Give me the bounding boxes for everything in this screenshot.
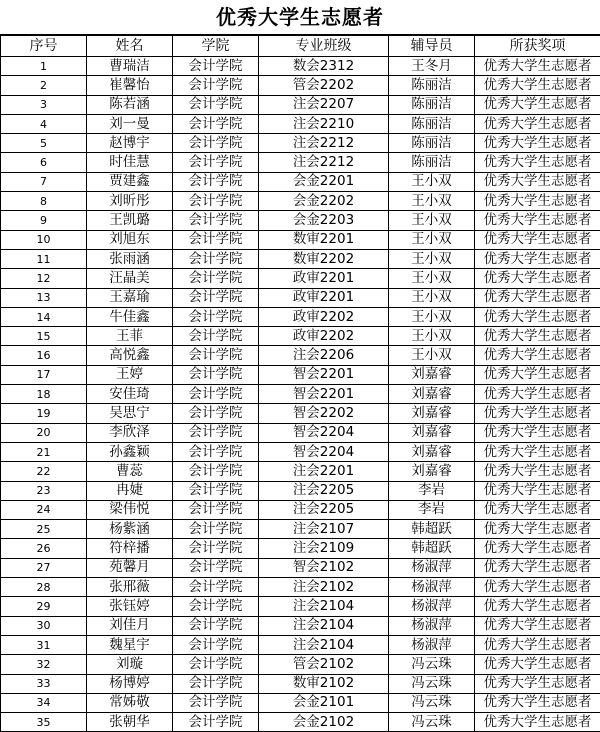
cell-class: 政审2201: [259, 288, 389, 307]
cell-award: 优秀大学生志愿者: [475, 597, 600, 616]
cell-college: 会计学院: [173, 365, 259, 384]
table-row: [1, 307, 600, 326]
cell-award: 优秀大学生志愿者: [475, 674, 600, 693]
table-row: [1, 558, 600, 577]
cell-award: 优秀大学生志愿者: [475, 327, 600, 346]
header-seq: 序号: [1, 36, 87, 57]
cell-class: 注会2104: [259, 635, 389, 654]
cell-counselor: 陈丽洁: [389, 95, 475, 114]
cell-award: 优秀大学生志愿者: [475, 558, 600, 577]
cell-seq: 31: [1, 635, 87, 654]
cell-award: 优秀大学生志愿者: [475, 153, 600, 172]
cell-name: 符梓播: [87, 539, 173, 558]
table-row: [1, 442, 600, 461]
cell-name: 赵博宇: [87, 134, 173, 153]
cell-class: 数审2201: [259, 230, 389, 249]
cell-class: 注会2104: [259, 616, 389, 635]
table-row: [1, 520, 600, 539]
cell-seq: 20: [1, 423, 87, 442]
cell-award: 优秀大学生志愿者: [475, 249, 600, 268]
cell-counselor: 王小双: [389, 327, 475, 346]
cell-seq: 11: [1, 249, 87, 268]
table-row: [1, 462, 600, 481]
table-row: [1, 288, 600, 307]
cell-college: 会计学院: [173, 57, 259, 76]
cell-college: 会计学院: [173, 76, 259, 95]
cell-award: 优秀大学生志愿者: [475, 192, 600, 211]
cell-counselor: 冯云珠: [389, 655, 475, 674]
cell-seq: 33: [1, 674, 87, 693]
cell-counselor: 杨淑萍: [389, 635, 475, 654]
cell-seq: 1: [1, 57, 87, 76]
cell-name: 陈若涵: [87, 95, 173, 114]
cell-seq: 22: [1, 462, 87, 481]
cell-class: 智会2204: [259, 442, 389, 461]
cell-award: 优秀大学生志愿者: [475, 635, 600, 654]
cell-counselor: 刘嘉睿: [389, 423, 475, 442]
cell-class: 数审2102: [259, 674, 389, 693]
cell-class: 注会2210: [259, 114, 389, 133]
cell-award: 优秀大学生志愿者: [475, 404, 600, 423]
cell-seq: 17: [1, 365, 87, 384]
cell-seq: 18: [1, 385, 87, 404]
cell-counselor: 王小双: [389, 249, 475, 268]
table-row: [1, 57, 600, 76]
cell-class: 智会2102: [259, 558, 389, 577]
cell-college: 会计学院: [173, 385, 259, 404]
cell-counselor: 冯云珠: [389, 713, 475, 732]
cell-award: 优秀大学生志愿者: [475, 442, 600, 461]
table-row: [1, 192, 600, 211]
cell-counselor: 王小双: [389, 307, 475, 326]
cell-counselor: 刘嘉睿: [389, 404, 475, 423]
cell-award: 优秀大学生志愿者: [475, 172, 600, 191]
cell-college: 会计学院: [173, 713, 259, 732]
cell-counselor: 刘嘉睿: [389, 462, 475, 481]
cell-seq: 13: [1, 288, 87, 307]
cell-class: 注会2109: [259, 539, 389, 558]
cell-name: 杨紫涵: [87, 520, 173, 539]
table-row: [1, 500, 600, 519]
cell-name: 张邢薇: [87, 578, 173, 597]
cell-name: 安佳琦: [87, 385, 173, 404]
cell-seq: 14: [1, 307, 87, 326]
cell-college: 会计学院: [173, 172, 259, 191]
cell-college: 会计学院: [173, 520, 259, 539]
table-row: [1, 114, 600, 133]
cell-seq: 9: [1, 211, 87, 230]
table-row: [1, 76, 600, 95]
table-row: [1, 365, 600, 384]
table-row: [1, 95, 600, 114]
cell-college: 会计学院: [173, 288, 259, 307]
cell-class: 注会2212: [259, 153, 389, 172]
cell-college: 会计学院: [173, 578, 259, 597]
cell-class: 政审2201: [259, 269, 389, 288]
cell-class: 注会2205: [259, 481, 389, 500]
cell-seq: 21: [1, 442, 87, 461]
cell-name: 时佳慧: [87, 153, 173, 172]
cell-college: 会计学院: [173, 249, 259, 268]
cell-award: 优秀大学生志愿者: [475, 288, 600, 307]
cell-counselor: 王小双: [389, 288, 475, 307]
cell-class: 注会2205: [259, 500, 389, 519]
cell-counselor: 王冬月: [389, 57, 475, 76]
cell-class: 智会2204: [259, 423, 389, 442]
cell-seq: 28: [1, 578, 87, 597]
table-row: [1, 539, 600, 558]
cell-award: 优秀大学生志愿者: [475, 230, 600, 249]
cell-college: 会计学院: [173, 327, 259, 346]
cell-award: 优秀大学生志愿者: [475, 713, 600, 732]
cell-counselor: 杨淑萍: [389, 616, 475, 635]
cell-counselor: 陈丽洁: [389, 114, 475, 133]
cell-seq: 4: [1, 114, 87, 133]
cell-college: 会计学院: [173, 481, 259, 500]
table-row: [1, 578, 600, 597]
cell-award: 优秀大学生志愿者: [475, 578, 600, 597]
table-header-row: [1, 36, 600, 57]
header-college: 学院: [173, 36, 259, 57]
cell-counselor: 刘嘉睿: [389, 365, 475, 384]
cell-seq: 7: [1, 172, 87, 191]
cell-college: 会计学院: [173, 95, 259, 114]
cell-name: 李欣泽: [87, 423, 173, 442]
cell-college: 会计学院: [173, 616, 259, 635]
cell-college: 会计学院: [173, 558, 259, 577]
cell-counselor: 王小双: [389, 192, 475, 211]
cell-counselor: 李岩: [389, 481, 475, 500]
cell-class: 会金2202: [259, 192, 389, 211]
cell-class: 政审2202: [259, 307, 389, 326]
volunteer-table: [0, 35, 600, 732]
cell-award: 优秀大学生志愿者: [475, 57, 600, 76]
cell-name: 王菲: [87, 327, 173, 346]
header-class: 专业班级: [259, 36, 389, 57]
table-row: [1, 635, 600, 654]
table-row: [1, 211, 600, 230]
cell-college: 会计学院: [173, 404, 259, 423]
table-row: [1, 153, 600, 172]
cell-name: 牛佳鑫: [87, 307, 173, 326]
cell-college: 会计学院: [173, 674, 259, 693]
cell-award: 优秀大学生志愿者: [475, 114, 600, 133]
cell-name: 魏星宇: [87, 635, 173, 654]
cell-name: 刘佳月: [87, 616, 173, 635]
cell-seq: 5: [1, 134, 87, 153]
table-row: [1, 172, 600, 191]
cell-award: 优秀大学生志愿者: [475, 269, 600, 288]
cell-class: 注会2207: [259, 95, 389, 114]
cell-counselor: 刘嘉睿: [389, 385, 475, 404]
cell-college: 会计学院: [173, 114, 259, 133]
cell-name: 高悦鑫: [87, 346, 173, 365]
cell-counselor: 陈丽洁: [389, 153, 475, 172]
cell-name: 刘璇: [87, 655, 173, 674]
cell-counselor: 王小双: [389, 346, 475, 365]
cell-counselor: 王小双: [389, 230, 475, 249]
cell-counselor: 冯云珠: [389, 693, 475, 712]
cell-name: 曹蕊: [87, 462, 173, 481]
cell-counselor: 王小双: [389, 269, 475, 288]
cell-college: 会计学院: [173, 153, 259, 172]
cell-college: 会计学院: [173, 539, 259, 558]
cell-college: 会计学院: [173, 655, 259, 674]
table-row: [1, 713, 600, 732]
cell-seq: 32: [1, 655, 87, 674]
table-row: [1, 423, 600, 442]
cell-award: 优秀大学生志愿者: [475, 385, 600, 404]
cell-college: 会计学院: [173, 346, 259, 365]
cell-class: 管会2202: [259, 76, 389, 95]
table-row: [1, 597, 600, 616]
table-row: [1, 674, 600, 693]
cell-seq: 8: [1, 192, 87, 211]
cell-name: 苑馨月: [87, 558, 173, 577]
cell-college: 会计学院: [173, 635, 259, 654]
cell-name: 冉婕: [87, 481, 173, 500]
cell-counselor: 韩超跃: [389, 539, 475, 558]
cell-name: 吴思宁: [87, 404, 173, 423]
cell-class: 注会2107: [259, 520, 389, 539]
cell-counselor: 李岩: [389, 500, 475, 519]
cell-name: 崔馨怡: [87, 76, 173, 95]
table-row: [1, 693, 600, 712]
cell-award: 优秀大学生志愿者: [475, 95, 600, 114]
cell-seq: 12: [1, 269, 87, 288]
cell-class: 智会2201: [259, 385, 389, 404]
cell-counselor: 王小双: [389, 211, 475, 230]
cell-counselor: 韩超跃: [389, 520, 475, 539]
cell-college: 会计学院: [173, 423, 259, 442]
table-row: [1, 385, 600, 404]
cell-seq: 10: [1, 230, 87, 249]
cell-class: 会金2203: [259, 211, 389, 230]
cell-name: 杨博婷: [87, 674, 173, 693]
cell-award: 优秀大学生志愿者: [475, 462, 600, 481]
table-row: [1, 230, 600, 249]
cell-college: 会计学院: [173, 500, 259, 519]
cell-name: 刘一曼: [87, 114, 173, 133]
header-name: 姓名: [87, 36, 173, 57]
cell-name: 张雨涵: [87, 249, 173, 268]
cell-award: 优秀大学生志愿者: [475, 520, 600, 539]
cell-seq: 35: [1, 713, 87, 732]
cell-seq: 6: [1, 153, 87, 172]
cell-college: 会计学院: [173, 597, 259, 616]
cell-name: 梁伟悦: [87, 500, 173, 519]
cell-counselor: 冯云珠: [389, 674, 475, 693]
cell-college: 会计学院: [173, 192, 259, 211]
cell-seq: 24: [1, 500, 87, 519]
cell-name: 张钰婷: [87, 597, 173, 616]
cell-class: 注会2201: [259, 462, 389, 481]
cell-counselor: 陈丽洁: [389, 134, 475, 153]
cell-seq: 29: [1, 597, 87, 616]
cell-counselor: 杨淑萍: [389, 597, 475, 616]
cell-name: 刘旭东: [87, 230, 173, 249]
cell-seq: 30: [1, 616, 87, 635]
cell-counselor: 陈丽洁: [389, 76, 475, 95]
table-row: [1, 404, 600, 423]
cell-college: 会计学院: [173, 462, 259, 481]
cell-award: 优秀大学生志愿者: [475, 423, 600, 442]
cell-award: 优秀大学生志愿者: [475, 693, 600, 712]
cell-class: 会金2201: [259, 172, 389, 191]
cell-name: 孙鑫颖: [87, 442, 173, 461]
table-row: [1, 327, 600, 346]
table-row: [1, 655, 600, 674]
cell-award: 优秀大学生志愿者: [475, 616, 600, 635]
cell-name: 曹瑞洁: [87, 57, 173, 76]
cell-class: 注会2104: [259, 597, 389, 616]
header-award: 所获奖项: [475, 36, 600, 57]
cell-class: 智会2201: [259, 365, 389, 384]
table-row: [1, 249, 600, 268]
cell-counselor: 刘嘉睿: [389, 442, 475, 461]
cell-award: 优秀大学生志愿者: [475, 365, 600, 384]
cell-award: 优秀大学生志愿者: [475, 346, 600, 365]
table-row: [1, 481, 600, 500]
cell-college: 会计学院: [173, 230, 259, 249]
table-row: [1, 269, 600, 288]
cell-award: 优秀大学生志愿者: [475, 539, 600, 558]
cell-name: 贾建鑫: [87, 172, 173, 191]
cell-name: 王嘉瑜: [87, 288, 173, 307]
cell-class: 数审2202: [259, 249, 389, 268]
cell-college: 会计学院: [173, 442, 259, 461]
table-row: [1, 134, 600, 153]
cell-class: 会金2102: [259, 713, 389, 732]
cell-award: 优秀大学生志愿者: [475, 211, 600, 230]
header-counselor: 辅导员: [389, 36, 475, 57]
cell-class: 注会2212: [259, 134, 389, 153]
cell-class: 管会2102: [259, 655, 389, 674]
page-title: 优秀大学生志愿者: [0, 0, 600, 35]
cell-award: 优秀大学生志愿者: [475, 500, 600, 519]
cell-class: 注会2102: [259, 578, 389, 597]
cell-seq: 23: [1, 481, 87, 500]
cell-class: 注会2206: [259, 346, 389, 365]
cell-name: 汪晶美: [87, 269, 173, 288]
cell-award: 优秀大学生志愿者: [475, 76, 600, 95]
cell-college: 会计学院: [173, 134, 259, 153]
cell-seq: 16: [1, 346, 87, 365]
cell-college: 会计学院: [173, 693, 259, 712]
cell-seq: 15: [1, 327, 87, 346]
cell-name: 王婷: [87, 365, 173, 384]
cell-college: 会计学院: [173, 307, 259, 326]
cell-award: 优秀大学生志愿者: [475, 481, 600, 500]
cell-seq: 3: [1, 95, 87, 114]
cell-name: 张朝华: [87, 713, 173, 732]
cell-seq: 26: [1, 539, 87, 558]
cell-seq: 19: [1, 404, 87, 423]
cell-award: 优秀大学生志愿者: [475, 655, 600, 674]
cell-counselor: 杨淑萍: [389, 558, 475, 577]
table-body: [1, 57, 600, 732]
cell-name: 常姊敬: [87, 693, 173, 712]
cell-college: 会计学院: [173, 211, 259, 230]
cell-award: 优秀大学生志愿者: [475, 307, 600, 326]
cell-counselor: 杨淑萍: [389, 578, 475, 597]
cell-name: 王凯璐: [87, 211, 173, 230]
cell-class: 会金2101: [259, 693, 389, 712]
cell-seq: 34: [1, 693, 87, 712]
cell-seq: 25: [1, 520, 87, 539]
cell-seq: 2: [1, 76, 87, 95]
table-row: [1, 616, 600, 635]
cell-counselor: 王小双: [389, 172, 475, 191]
cell-class: 政审2202: [259, 327, 389, 346]
cell-seq: 27: [1, 558, 87, 577]
cell-college: 会计学院: [173, 269, 259, 288]
cell-class: 数会2312: [259, 57, 389, 76]
cell-class: 智会2202: [259, 404, 389, 423]
cell-award: 优秀大学生志愿者: [475, 134, 600, 153]
cell-name: 刘昕彤: [87, 192, 173, 211]
table-row: [1, 346, 600, 365]
